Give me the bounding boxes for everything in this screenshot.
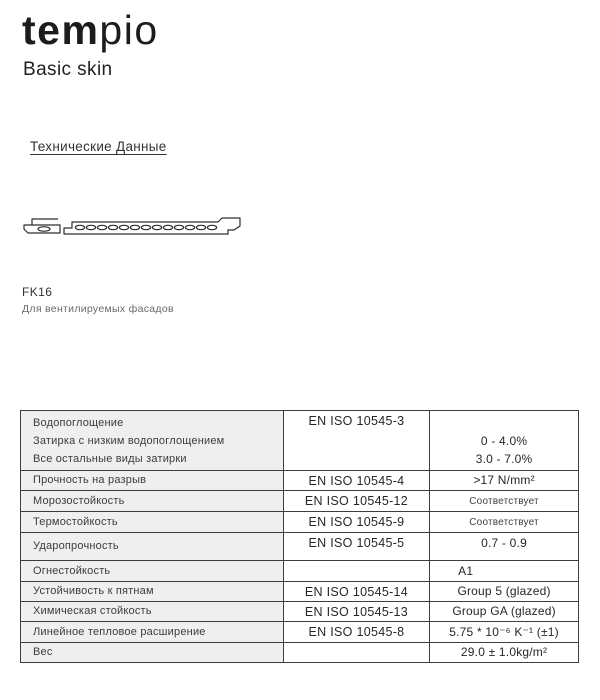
- value-cell: [430, 561, 579, 582]
- table-row: [21, 602, 579, 622]
- value-text: A1: [458, 563, 474, 578]
- value-text: >17 N/mm²: [473, 473, 535, 487]
- spec-table-body: [21, 411, 579, 663]
- profile-main-body: [64, 218, 240, 234]
- value-cell: [430, 602, 579, 622]
- value-text: Group 5 (glazed): [457, 584, 551, 598]
- value-cell: [430, 491, 579, 512]
- property-label: Вес: [33, 646, 53, 658]
- logo-light-part: pio: [99, 7, 159, 53]
- property-label: Химическая стойкость: [33, 605, 152, 617]
- standard-cell: [283, 561, 429, 582]
- table-row: [21, 561, 579, 582]
- value-cell: [430, 533, 579, 561]
- product-name: Basic skin: [23, 59, 113, 80]
- table-row: [21, 491, 579, 512]
- table-row: [21, 533, 579, 561]
- value-text: 0 - 4.0%: [480, 434, 528, 448]
- panel-profile-drawing: [20, 213, 252, 243]
- table-row: [21, 582, 579, 602]
- property-label: Прочность на разрыв: [33, 474, 147, 486]
- value-cell: [430, 411, 579, 471]
- property-label: Огнестойкость: [33, 564, 111, 577]
- table-row: [21, 512, 579, 533]
- table-row: [21, 643, 579, 663]
- property-cell: [21, 582, 284, 602]
- property-cell: [21, 533, 284, 561]
- value-text: Group GA (glazed): [452, 604, 556, 618]
- logo-bold-part: tem: [22, 7, 100, 53]
- standard-cell: EN ISO 10545-8: [283, 622, 429, 643]
- standard-cell: EN ISO 10545-14: [283, 582, 429, 602]
- property-cell: [21, 512, 284, 533]
- property-label: Затирка с низким водопоглощением: [33, 435, 225, 447]
- property-label: Водопоглощение: [33, 417, 124, 429]
- brand-logo: [22, 8, 159, 53]
- value-text: Соответствует: [469, 495, 539, 507]
- standard-cell: EN ISO 10545-12: [283, 491, 429, 512]
- property-cell: [21, 411, 284, 471]
- profile-description: Для вентилируемых фасадов: [22, 303, 174, 315]
- section-title: Технические Данные: [30, 139, 167, 154]
- standard-cell: EN ISO 10545-9: [283, 512, 429, 533]
- property-cell: [21, 561, 284, 582]
- property-label: Линейное тепловое расширение: [33, 625, 206, 638]
- property-label: Устойчивость к пятнам: [33, 585, 154, 597]
- property-label: Ударопрочность: [33, 540, 119, 552]
- property-label: Термостойкость: [33, 515, 118, 528]
- standard-cell: EN ISO 10545-3: [283, 411, 429, 471]
- property-label: Морозостойкость: [33, 494, 125, 507]
- value-text: 3.0 - 7.0%: [475, 452, 533, 466]
- profile-left-tab: [32, 219, 58, 225]
- property-cell: [21, 491, 284, 512]
- value-text: 5.75 * 10⁻⁶ K⁻¹ (±1): [449, 624, 559, 639]
- standard-cell: EN ISO 10545-13: [283, 602, 429, 622]
- property-cell: [21, 602, 284, 622]
- table-row: [21, 622, 579, 643]
- value-text: Соответствует: [469, 516, 539, 528]
- value-cell: [430, 471, 579, 491]
- value-cell: [430, 643, 579, 663]
- property-cell: [21, 643, 284, 663]
- value-cell: [430, 512, 579, 533]
- profile-tongue-hole: [38, 227, 50, 231]
- table-row: [21, 471, 579, 491]
- technical-data-table: [20, 410, 579, 663]
- value-text: 29.0 ± 1.0kg/m²: [460, 645, 548, 659]
- standard-cell: EN ISO 10545-5: [283, 533, 429, 561]
- value-cell: [430, 582, 579, 602]
- value-text: 0.7 - 0.9: [481, 536, 527, 550]
- value-cell: [430, 622, 579, 643]
- profile-code: FK16: [22, 285, 53, 299]
- profile-tongue: [24, 225, 60, 233]
- standard-cell: [283, 643, 429, 663]
- value-text: [436, 414, 572, 432]
- table-row: [21, 411, 579, 471]
- property-cell: [21, 622, 284, 643]
- standard-cell: EN ISO 10545-4: [283, 471, 429, 491]
- property-label: Все остальные виды затирки: [33, 453, 187, 465]
- property-cell: [21, 471, 284, 491]
